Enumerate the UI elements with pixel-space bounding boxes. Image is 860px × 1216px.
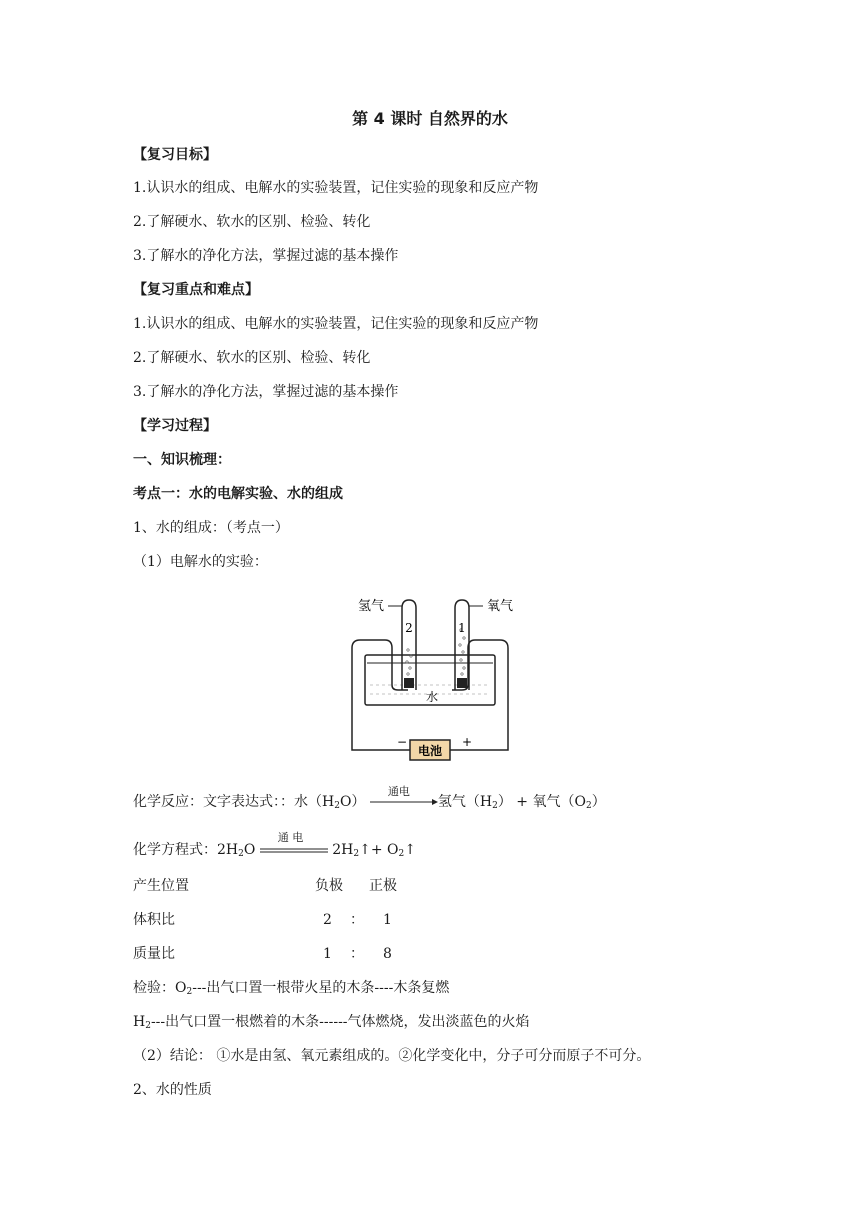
volume-separator: ：: [350, 912, 364, 928]
left-electrode-icon: [404, 678, 414, 688]
o2-sub: 2: [186, 987, 193, 997]
chemical-equation: [133, 831, 416, 860]
conclusion-text: （2）结论： ①水是由氢、氧元素组成的。②化学变化中，分子可分而原子不可分。: [133, 1048, 651, 1064]
word-eq-mid: O）: [339, 794, 366, 810]
minus-sign: −: [396, 735, 408, 749]
row-label: 体积比: [133, 912, 175, 928]
o2-test-prefix: 检验：O: [133, 980, 187, 996]
electrolysis-diagram: [340, 590, 520, 765]
mass-positive: 8: [383, 946, 392, 962]
reaction-arrow: [370, 785, 438, 812]
volume-negative: 2: [323, 912, 332, 928]
equation-equals-sign: [260, 831, 328, 860]
arrow-condition: 通电: [387, 785, 410, 798]
chem-eq-sub3: 2: [398, 849, 405, 859]
word-eq-end: ）: [591, 794, 606, 810]
hydrogen-label: 氢气: [357, 599, 384, 614]
word-eq-prefix: 化学反应：文字表达式：：水（H: [133, 794, 335, 810]
item-electrolysis-experiment: （1）电解水的实验：: [133, 554, 268, 570]
chem-eq-sub1: 2: [238, 849, 244, 859]
mass-separator: ：: [350, 946, 364, 962]
water-label: 水: [425, 690, 439, 704]
electrolysis-apparatus-svg: [340, 590, 520, 765]
key-header: 【复习重点和难点】: [133, 282, 259, 298]
goal-item-1: 1.认识水的组成、电解水的实验装置，记住实验的现象和反应产物: [133, 180, 539, 196]
negative-header: 负极: [315, 878, 343, 894]
part-one-heading: 一、知识梳理：: [133, 452, 231, 468]
right-arrow-icon: [370, 792, 438, 812]
item-water-properties: 2、水的性质: [133, 1082, 212, 1098]
battery-label: 电池: [417, 744, 443, 758]
key-item-2: 2.了解硬水、软水的区别、检验、转化: [133, 350, 371, 366]
word-equation: [133, 785, 606, 812]
key-item-3: 3.了解水的净化方法，掌握过滤的基本操作: [133, 384, 399, 400]
right-electrode-icon: [457, 678, 467, 688]
double-line-icon: [260, 840, 328, 860]
word-eq-sub: 2: [334, 801, 340, 811]
page-title: 第 4 课时 自然界的水: [352, 109, 508, 128]
h2-test-prefix: H: [133, 1014, 146, 1030]
mass-negative: 1: [323, 946, 332, 962]
word-eq-product1: 氢气（H: [437, 794, 493, 810]
tube-1-label: 1: [458, 621, 466, 635]
chem-eq-product1: 2H: [332, 842, 354, 858]
topic-one-heading: 考点一：水的电解实验、水的组成: [133, 486, 343, 502]
h2-test-text: ---出气口置一根燃着的木条------气体燃烧，发出淡蓝色的火焰: [150, 1014, 530, 1030]
word-eq-product2: ） + 氧气（O: [497, 794, 586, 810]
word-eq-sub2: 2: [492, 801, 498, 811]
chem-eq-product2: ↑+ O: [359, 842, 399, 858]
h2-sub: 2: [145, 1021, 151, 1031]
oxygen-test: [133, 978, 449, 998]
word-eq-sub3: 2: [585, 801, 592, 811]
item-water-composition: 1、水的组成：（考点一）: [133, 520, 289, 536]
chem-eq-reactant-end: O: [243, 842, 256, 858]
chem-eq-sub2: 2: [353, 849, 360, 859]
plus-sign: +: [461, 735, 473, 749]
row-label: 产生位置: [133, 878, 189, 894]
oxygen-label: 氧气: [487, 599, 514, 614]
row-label: 质量比: [133, 946, 175, 962]
chem-eq-prefix: 化学方程式：2H: [133, 842, 239, 858]
equation-condition: 通 电: [277, 831, 304, 844]
hydrogen-test: [133, 1012, 530, 1032]
goals-header: 【复习目标】: [133, 147, 217, 163]
volume-positive: 1: [383, 912, 392, 928]
tube-2-label: 2: [405, 621, 413, 635]
goal-item-3: 3.了解水的净化方法，掌握过滤的基本操作: [133, 248, 399, 264]
goal-item-2: 2.了解硬水、软水的区别、检验、转化: [133, 214, 371, 230]
process-header: 【学习过程】: [133, 418, 217, 434]
positive-header: 正极: [369, 878, 397, 894]
chem-eq-end: ↑: [404, 842, 416, 858]
o2-test-text: ---出气口置一根带火星的木条----木条复燃: [192, 980, 450, 996]
key-item-1: 1.认识水的组成、电解水的实验装置，记住实验的现象和反应产物: [133, 316, 539, 332]
